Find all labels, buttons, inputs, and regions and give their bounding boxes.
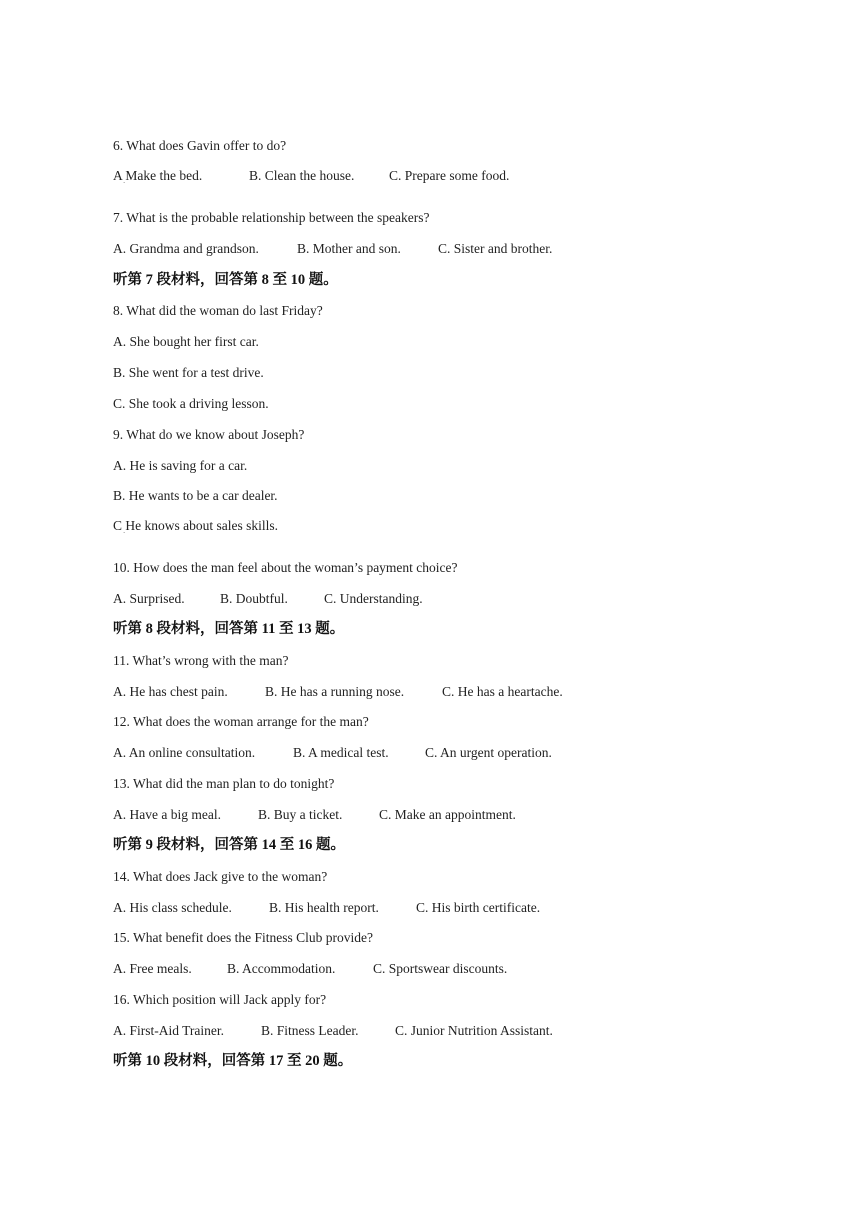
option-10c: C. Understanding.	[324, 591, 423, 606]
option-7c: C. Sister and brother.	[438, 241, 553, 256]
option-15b: B. Accommodation.	[227, 961, 336, 976]
question-11: 11. What’s wrong with the man?	[113, 653, 289, 668]
option-7b: B. Mother and son.	[297, 241, 401, 256]
question-7: 7. What is the probable relationship between the speakers?	[113, 210, 430, 225]
question-15: 15. What benefit does the Fitness Club provide?	[113, 930, 373, 945]
section-heading-9: 听第 9 段材料，回答第 14 至 16 题。	[113, 837, 345, 853]
option-13a: A. Have a big meal.	[113, 807, 221, 822]
option-9c: C He knows about sales skills.	[113, 518, 278, 533]
option-6b: B. Clean the house.	[249, 168, 355, 183]
option-8c: C. She took a driving lesson.	[113, 396, 269, 411]
option-14c: C. His birth certificate.	[416, 900, 541, 915]
options-16	[113, 1023, 573, 1039]
option-9a: A. He is saving for a car.	[113, 458, 248, 473]
option-14a: A. His class schedule.	[113, 900, 232, 915]
option-16c: C. Junior Nutrition Assistant.	[395, 1023, 553, 1038]
question-12: 12. What does the woman arrange for the man?	[113, 714, 369, 729]
options-15	[113, 961, 533, 977]
option-15c: C. Sportswear discounts.	[373, 961, 508, 976]
option-12b: B. A medical test.	[293, 745, 389, 760]
option-10a: A. Surprised.	[113, 591, 185, 606]
options-14	[113, 900, 563, 916]
question-10: 10. How does the man feel about the woman’s payment choice?	[113, 560, 458, 575]
option-9b: B. He wants to be a car dealer.	[113, 488, 278, 503]
options-13	[113, 807, 533, 823]
option-16b: B. Fitness Leader.	[261, 1023, 359, 1038]
question-8: 8. What did the woman do last Friday?	[113, 303, 323, 318]
options-7	[113, 241, 573, 257]
option-11a: A. He has chest pain.	[113, 684, 228, 699]
option-10b: B. Doubtful.	[220, 591, 288, 606]
option-9c-row	[113, 518, 313, 539]
option-11c: C. He has a heartache.	[442, 684, 563, 699]
mark-9: `	[123, 531, 126, 539]
options-12	[113, 745, 573, 761]
question-14: 14. What does Jack give to the woman?	[113, 869, 328, 884]
option-7a: A. Grandma and grandson.	[113, 241, 259, 256]
option-12c: C. An urgent operation.	[425, 745, 552, 760]
option-6c: C. Prepare some food.	[389, 168, 510, 183]
option-13c: C. Make an appointment.	[379, 807, 516, 822]
option-15a: A. Free meals.	[113, 961, 192, 976]
question-13: 13. What did the man plan to do tonight?	[113, 776, 335, 791]
question-16: 16. Which position will Jack apply for?	[113, 992, 327, 1007]
options-6	[113, 168, 533, 189]
section-heading-8: 听第 8 段材料，回答第 11 至 13 题。	[113, 621, 345, 637]
option-8a: A. She bought her first car.	[113, 334, 259, 349]
question-6: 6. What does Gavin offer to do?	[113, 138, 287, 153]
option-14b: B. His health report.	[269, 900, 379, 915]
option-11b: B. He has a running nose.	[265, 684, 405, 699]
question-9: 9. What do we know about Joseph?	[113, 427, 305, 442]
option-8b: B. She went for a test drive.	[113, 365, 264, 380]
option-6a: A Make the bed.	[113, 168, 203, 183]
option-13b: B. Buy a ticket.	[258, 807, 343, 822]
option-16a: A. First-Aid Trainer.	[113, 1023, 225, 1038]
section-heading-10: 听第 10 段材料，回答第 17 至 20 题。	[113, 1053, 353, 1069]
section-heading-7: 听第 7 段材料，回答第 8 至 10 题。	[113, 272, 338, 288]
options-10	[113, 591, 453, 607]
options-11	[113, 684, 583, 700]
mark-6: `	[123, 181, 126, 189]
option-12a: A. An online consultation.	[113, 745, 256, 760]
